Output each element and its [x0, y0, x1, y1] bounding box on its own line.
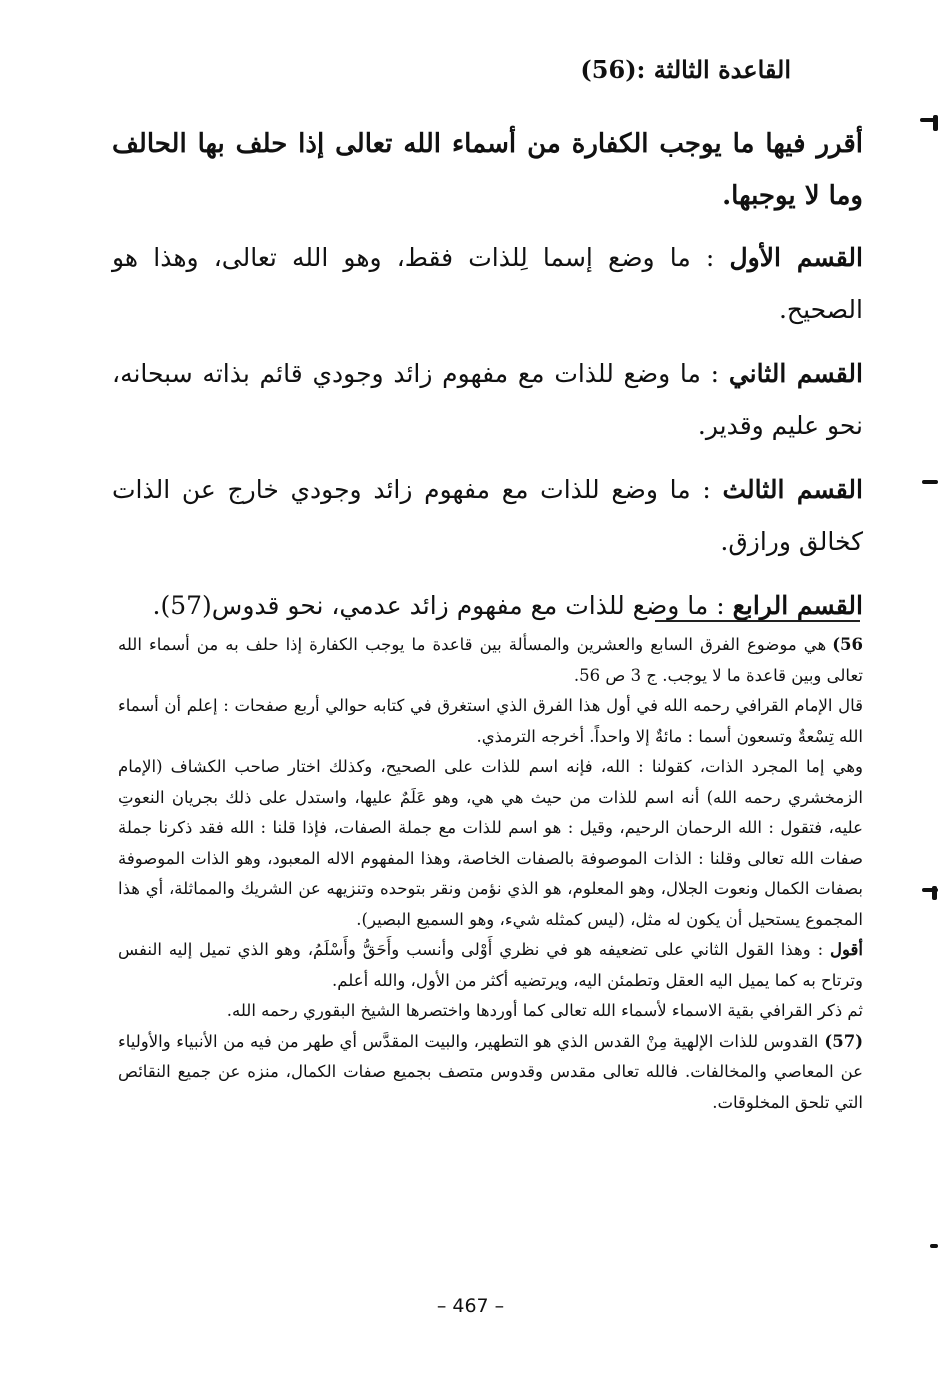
section-term: القسم الأول — [729, 243, 863, 272]
footnote-paragraph: ثم ذكر القرافي بقية الاسماء لأسماء الله تعالى كما أوردها واختصرها الشيخ البقوري رحمه الله. — [226, 1001, 863, 1020]
section-term: القسم الثاني — [728, 359, 863, 388]
section-paragraph — [112, 348, 863, 452]
footnotes — [118, 630, 863, 1118]
rule-heading: القاعدة الثالثة :(56) — [580, 55, 791, 84]
margin-mark — [930, 1244, 938, 1248]
section-text: : ما وضع إسما لِلذات فقط، وهو الله تعالى، وهذا هو الصحيح. — [112, 243, 863, 324]
footnote-57 — [118, 1027, 863, 1119]
margin-mark — [922, 480, 938, 484]
footnote-number: 56) — [832, 635, 863, 654]
footnote-paragraph: قال الإمام القرافي رحمه الله في أول هذا الفرق الذي استغرق في كتابه حوالي أربع صفحات : إعلم أن أسماء الله تِسْعةٌ وتسعون أسما : مائةٌ إلا واحداً. أخرجه الترمذي. — [118, 696, 863, 746]
section-paragraph — [112, 464, 863, 568]
footnote-paragraph — [118, 935, 863, 996]
footnote-bold-term: أقول — [830, 940, 863, 959]
footnote-number: (57) — [824, 1031, 863, 1051]
section-text: : ما وضع للذات مع مفهوم زائد عدمي، نحو قدوس(57). — [152, 591, 733, 620]
margin-mark — [932, 886, 937, 900]
page-number: – 467 – — [436, 1295, 505, 1317]
section-text: : ما وضع للذات مع مفهوم زائد وجودي قائم بذاته سبحانه، نحو عليم وقدير. — [112, 359, 863, 440]
footnote-text: القدوس للذات الإلهية مِنْ القدس الذي هو التطهير، والبيت المقدَّس أي طهر من فيه من الأنبياء والأولياء عن المعاصي والمخالفات. فالله تعالى مقدس وقدوس متصف بجميع صفات الكمال، منزه عن جميع النقائص التي تلحق المخلوقات. — [118, 1031, 863, 1112]
section-term: القسم الرابع — [732, 591, 863, 620]
section-term: القسم الثالث — [722, 475, 863, 504]
margin-mark — [933, 115, 938, 131]
section-paragraph — [112, 580, 863, 632]
section-paragraph — [112, 232, 863, 336]
footnote-text: : وهذا القول الثاني على تضعيفه هو في نظري أَوْلى وأنسب وأَحَقُّ وأَسْلَمُ، وهو الذي تميل إليه النفس وترتاح به كما يميل اليه العقل وتطمئن اليه، ويرتضيه أكثر من الأول، والله أعلم. — [118, 940, 863, 990]
footnote-paragraph: وهي إما المجرد الذات، كقولنا : الله، فإنه اسم للذات على الصحيح، وكذلك اختار صاحب الكشاف (الإمام الزمخشري رحمه الله) أنه اسم للذات من حيث هي هي، وهو عَلَمٌ عليها، واستدل على ذلك بجريان النعوتِ عليه، فتقول : الله الرحمان الرحيم، وقيل : هو اسم للذات مع جملة الصفات، فإذا قلنا : الله فقد ذكرنا جملة صفات الله تعالى وقلنا : الذات الموصوفة بالصفات الخاصة، وهذا المفهوم الاله المعبود، وهو الذات الموصوفة بصفات الكمال ونعوت الجلال، وهو المعلوم، هو الذي نؤمن ونقر بتوحده وتنزيهه عن الشريك والمماثلة، أي هذا المجموع يستحيل أن يكون له مثل، (ليس كمثله شيء، وهو السميع البصير). — [118, 757, 863, 929]
footnote-56 — [118, 630, 863, 691]
footnote-text: هي موضوع الفرق السابع والعشرين والمسألة بين قاعدة ما يوجب الكفارة إذا حلف به من أسماء الله تعالى وبين قاعدة ما لا يوجب. ج 3 ص 56. — [118, 635, 863, 685]
section-text: : ما وضع للذات مع مفهوم زائد وجودي خارج عن الذات كخالق ورازق. — [112, 475, 863, 556]
main-text — [112, 118, 863, 644]
footnote-separator — [655, 620, 860, 622]
intro-paragraph: أقرر فيها ما يوجب الكفارة من أسماء الله تعالى إذا حلف بها الحالف وما لا يوجبها. — [112, 129, 863, 211]
